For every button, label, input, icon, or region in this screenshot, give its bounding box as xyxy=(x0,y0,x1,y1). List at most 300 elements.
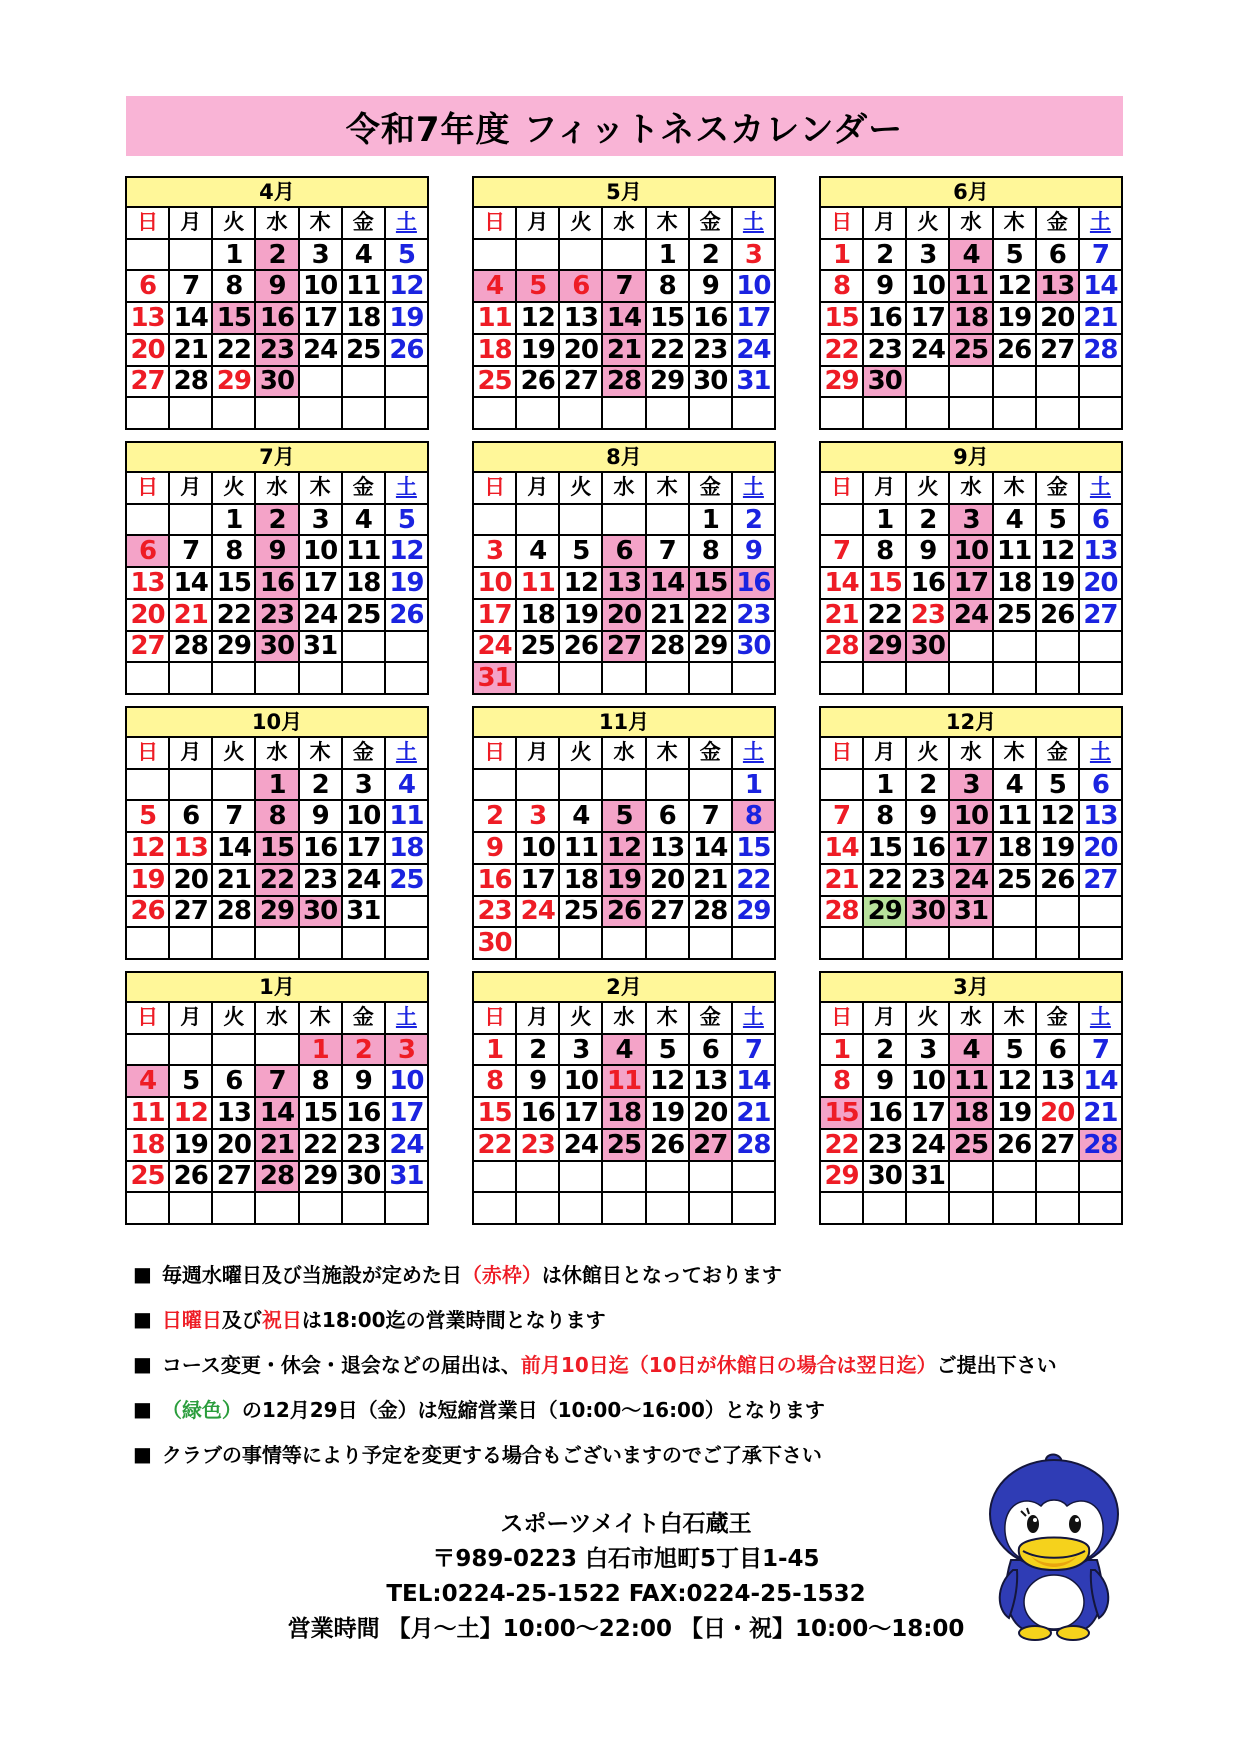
day-cell-closed: 17 xyxy=(950,833,991,863)
day-cell: 30 xyxy=(690,367,731,397)
month-header: 12月 xyxy=(821,708,1121,736)
note-text: の12月29日（金）は短縮営業日（10:00～16:00）となります xyxy=(241,1398,825,1422)
weekday-header-fri: 金 xyxy=(690,473,731,503)
weekday-header-tue: 火 xyxy=(213,208,254,238)
empty-day-cell xyxy=(690,398,731,428)
empty-day-cell xyxy=(474,505,515,535)
day-cell: 7 xyxy=(1080,1035,1121,1065)
day-cell: 1 xyxy=(690,505,731,535)
weekday-header-mon: 月 xyxy=(864,473,905,503)
note-bullet: ■ xyxy=(133,1306,152,1331)
day-cell: 21 xyxy=(170,600,211,630)
note-text-highlight: 前月10日迄（10日が休館日の場合は翌日迄） xyxy=(520,1353,937,1377)
month-header: 3月 xyxy=(821,973,1121,1001)
day-cell-closed: 17 xyxy=(950,568,991,598)
day-cell: 6 xyxy=(213,1066,254,1096)
day-cell-closed: 7 xyxy=(256,1066,297,1096)
day-cell: 17 xyxy=(560,1098,601,1128)
day-cell: 11 xyxy=(517,568,558,598)
month-header: 9月 xyxy=(821,443,1121,471)
empty-day-cell xyxy=(474,770,515,800)
day-cell-closed: 3 xyxy=(950,505,991,535)
facility-name: スポーツメイト白石蔵王 xyxy=(500,1511,752,1537)
day-cell: 3 xyxy=(343,770,384,800)
day-cell: 11 xyxy=(474,303,515,333)
day-cell: 16 xyxy=(474,865,515,895)
empty-day-cell xyxy=(1037,1162,1078,1192)
day-cell-closed: 24 xyxy=(950,600,991,630)
day-cell-closed: 9 xyxy=(256,271,297,301)
month-header: 6月 xyxy=(821,178,1121,206)
weekday-header-tue: 火 xyxy=(560,738,601,768)
empty-day-cell xyxy=(1037,632,1078,662)
day-cell: 29 xyxy=(647,367,688,397)
day-cell: 4 xyxy=(994,505,1035,535)
weekday-header-sat: 土 xyxy=(386,473,427,503)
weekday-header-wed: 水 xyxy=(603,208,644,238)
day-cell: 7 xyxy=(821,801,862,831)
day-cell: 17 xyxy=(300,568,341,598)
day-cell: 10 xyxy=(386,1066,427,1096)
day-cell: 26 xyxy=(1037,865,1078,895)
weekday-header-sat: 土 xyxy=(1080,473,1121,503)
day-cell-closed: 27 xyxy=(603,632,644,662)
weekday-header-wed: 水 xyxy=(950,738,991,768)
day-cell-closed: 18 xyxy=(603,1098,644,1128)
day-cell: 3 xyxy=(474,536,515,566)
day-cell: 7 xyxy=(821,536,862,566)
empty-day-cell xyxy=(170,1035,211,1065)
day-cell: 21 xyxy=(647,600,688,630)
day-cell-closed: 30 xyxy=(300,897,341,927)
weekday-header-wed: 水 xyxy=(950,208,991,238)
empty-day-cell xyxy=(474,240,515,270)
note-item xyxy=(133,1251,1133,1296)
day-cell: 9 xyxy=(690,271,731,301)
weekday-header-sat: 土 xyxy=(1080,208,1121,238)
day-cell: 19 xyxy=(386,568,427,598)
month-calendar-feb xyxy=(472,971,776,1225)
facility-address: 〒989-0223 白石市旭町5丁目1-45 xyxy=(432,1546,820,1572)
empty-day-cell xyxy=(474,398,515,428)
day-cell-closed: 31 xyxy=(474,663,515,693)
empty-day-cell xyxy=(560,770,601,800)
day-cell: 18 xyxy=(386,833,427,863)
weekday-header-thu: 木 xyxy=(994,473,1035,503)
day-cell-closed: 30 xyxy=(907,632,948,662)
weekday-header-sun: 日 xyxy=(474,738,515,768)
day-cell-closed: 19 xyxy=(603,865,644,895)
weekday-header-mon: 月 xyxy=(517,738,558,768)
day-cell: 17 xyxy=(517,865,558,895)
note-text: は休館日となっております xyxy=(541,1263,782,1287)
empty-day-cell xyxy=(343,398,384,428)
day-cell: 25 xyxy=(994,865,1035,895)
day-cell: 8 xyxy=(864,536,905,566)
day-cell: 2 xyxy=(474,801,515,831)
day-cell: 12 xyxy=(560,568,601,598)
day-cell-closed: 30 xyxy=(256,632,297,662)
empty-day-cell xyxy=(994,1162,1035,1192)
day-cell: 1 xyxy=(864,770,905,800)
day-cell: 9 xyxy=(907,536,948,566)
weekday-header-sun: 日 xyxy=(474,1003,515,1033)
day-cell: 31 xyxy=(907,1162,948,1192)
day-cell: 23 xyxy=(864,1130,905,1160)
day-cell: 16 xyxy=(907,833,948,863)
day-cell: 12 xyxy=(994,1066,1035,1096)
weekday-header-tue: 火 xyxy=(907,738,948,768)
day-cell-closed: 10 xyxy=(950,801,991,831)
day-cell-closed: 5 xyxy=(517,271,558,301)
weekday-header-mon: 月 xyxy=(517,1003,558,1033)
day-cell: 26 xyxy=(386,335,427,365)
empty-day-cell xyxy=(300,398,341,428)
empty-day-cell xyxy=(907,928,948,958)
empty-day-cell xyxy=(343,1193,384,1223)
day-cell: 22 xyxy=(864,865,905,895)
weekday-header-sat: 土 xyxy=(386,1003,427,1033)
empty-day-cell xyxy=(560,663,601,693)
day-cell: 5 xyxy=(386,505,427,535)
day-cell: 27 xyxy=(647,897,688,927)
weekday-header-sun: 日 xyxy=(821,473,862,503)
day-cell: 29 xyxy=(300,1162,341,1192)
weekday-header-thu: 木 xyxy=(647,208,688,238)
day-cell: 9 xyxy=(864,271,905,301)
empty-day-cell xyxy=(127,1193,168,1223)
day-cell: 21 xyxy=(821,600,862,630)
empty-day-cell xyxy=(647,1193,688,1223)
empty-day-cell xyxy=(647,928,688,958)
day-cell: 24 xyxy=(343,865,384,895)
day-cell: 13 xyxy=(690,1066,731,1096)
empty-day-cell xyxy=(127,770,168,800)
weekday-header-mon: 月 xyxy=(517,208,558,238)
day-cell: 13 xyxy=(127,568,168,598)
empty-day-cell xyxy=(1037,928,1078,958)
day-cell-closed: 16 xyxy=(256,303,297,333)
day-cell: 9 xyxy=(907,801,948,831)
day-cell-closed: 25 xyxy=(950,1130,991,1160)
day-cell: 1 xyxy=(647,240,688,270)
day-cell: 8 xyxy=(647,271,688,301)
empty-day-cell xyxy=(950,663,991,693)
empty-day-cell xyxy=(170,398,211,428)
mascot-penguin-image xyxy=(985,1452,1123,1642)
day-cell-closed: 12 xyxy=(603,833,644,863)
day-cell: 17 xyxy=(733,303,774,333)
empty-day-cell xyxy=(170,505,211,535)
day-cell: 9 xyxy=(300,801,341,831)
weekday-header-mon: 月 xyxy=(170,738,211,768)
empty-day-cell xyxy=(343,663,384,693)
note-bullet: ■ xyxy=(133,1396,152,1421)
day-cell: 16 xyxy=(864,303,905,333)
day-cell: 11 xyxy=(994,536,1035,566)
day-cell: 15 xyxy=(647,303,688,333)
penguin-beak xyxy=(1019,1538,1089,1571)
day-cell: 25 xyxy=(560,897,601,927)
note-text: は18:00迄の営業時間となります xyxy=(301,1308,606,1332)
empty-day-cell xyxy=(1037,367,1078,397)
day-cell-closed: 22 xyxy=(256,865,297,895)
empty-day-cell xyxy=(386,1193,427,1223)
day-cell: 7 xyxy=(733,1035,774,1065)
day-cell-closed: 11 xyxy=(950,271,991,301)
day-cell: 7 xyxy=(170,536,211,566)
day-cell: 13 xyxy=(1080,536,1121,566)
day-cell: 10 xyxy=(300,536,341,566)
day-cell: 10 xyxy=(907,271,948,301)
day-cell: 6 xyxy=(690,1035,731,1065)
empty-day-cell xyxy=(1080,632,1121,662)
day-cell: 14 xyxy=(1080,271,1121,301)
day-cell: 11 xyxy=(127,1098,168,1128)
day-cell: 6 xyxy=(1037,1035,1078,1065)
day-cell: 24 xyxy=(300,600,341,630)
day-cell: 2 xyxy=(907,505,948,535)
day-cell: 8 xyxy=(213,536,254,566)
facility-info xyxy=(226,1507,1026,1647)
month-header: 4月 xyxy=(127,178,427,206)
weekday-header-sat: 土 xyxy=(386,208,427,238)
day-cell: 25 xyxy=(127,1162,168,1192)
day-cell: 23 xyxy=(907,600,948,630)
empty-day-cell xyxy=(127,1035,168,1065)
month-calendar-apr xyxy=(125,176,429,430)
note-text-highlight: （赤枠） xyxy=(461,1263,542,1287)
weekday-header-fri: 金 xyxy=(1037,208,1078,238)
day-cell: 19 xyxy=(560,600,601,630)
weekday-header-wed: 水 xyxy=(950,1003,991,1033)
empty-day-cell xyxy=(950,632,991,662)
day-cell: 22 xyxy=(864,600,905,630)
day-cell: 16 xyxy=(343,1098,384,1128)
empty-day-cell xyxy=(821,505,862,535)
day-cell-closed: 2 xyxy=(343,1035,384,1065)
day-cell: 22 xyxy=(300,1130,341,1160)
empty-day-cell xyxy=(864,398,905,428)
day-cell-closed: 29 xyxy=(256,897,297,927)
day-cell: 29 xyxy=(213,367,254,397)
empty-day-cell xyxy=(647,770,688,800)
month-header: 8月 xyxy=(474,443,774,471)
weekday-header-sun: 日 xyxy=(127,473,168,503)
empty-day-cell xyxy=(690,928,731,958)
day-cell: 30 xyxy=(474,928,515,958)
empty-day-cell xyxy=(560,240,601,270)
day-cell: 27 xyxy=(170,897,211,927)
weekday-header-sun: 日 xyxy=(127,738,168,768)
weekday-header-tue: 火 xyxy=(213,738,254,768)
empty-day-cell xyxy=(343,367,384,397)
month-calendar-jan xyxy=(125,971,429,1225)
day-cell: 28 xyxy=(647,632,688,662)
day-cell: 22 xyxy=(213,335,254,365)
empty-day-cell xyxy=(256,928,297,958)
empty-day-cell xyxy=(560,928,601,958)
day-cell: 20 xyxy=(647,865,688,895)
empty-day-cell xyxy=(603,663,644,693)
day-cell: 18 xyxy=(994,568,1035,598)
weekday-header-sat: 土 xyxy=(1080,1003,1121,1033)
month-header: 7月 xyxy=(127,443,427,471)
day-cell: 12 xyxy=(127,833,168,863)
day-cell: 20 xyxy=(690,1098,731,1128)
weekday-header-tue: 火 xyxy=(560,473,601,503)
empty-day-cell xyxy=(1037,398,1078,428)
day-cell-closed: 25 xyxy=(950,335,991,365)
day-cell: 19 xyxy=(1037,568,1078,598)
day-cell: 20 xyxy=(560,335,601,365)
day-cell: 10 xyxy=(474,568,515,598)
day-cell: 11 xyxy=(560,833,601,863)
empty-day-cell xyxy=(127,240,168,270)
day-cell: 17 xyxy=(907,303,948,333)
day-cell-closed: 15 xyxy=(821,1098,862,1128)
day-cell-closed: 6 xyxy=(127,536,168,566)
day-cell: 17 xyxy=(343,833,384,863)
empty-day-cell xyxy=(256,663,297,693)
day-cell: 27 xyxy=(127,632,168,662)
day-cell: 6 xyxy=(127,271,168,301)
day-cell-closed: 30 xyxy=(256,367,297,397)
day-cell: 14 xyxy=(821,833,862,863)
day-cell: 10 xyxy=(733,271,774,301)
day-cell-closed: 18 xyxy=(950,1098,991,1128)
empty-day-cell xyxy=(994,1193,1035,1223)
day-cell: 26 xyxy=(517,367,558,397)
day-cell: 4 xyxy=(343,240,384,270)
day-cell-closed: 6 xyxy=(603,536,644,566)
note-item xyxy=(133,1431,1133,1476)
day-cell-short-hours: 29 xyxy=(864,897,905,927)
empty-day-cell xyxy=(603,770,644,800)
note-bullet: ■ xyxy=(133,1351,152,1376)
day-cell-closed: 16 xyxy=(733,568,774,598)
weekday-header-sun: 日 xyxy=(474,473,515,503)
empty-day-cell xyxy=(821,770,862,800)
day-cell: 6 xyxy=(1080,505,1121,535)
empty-day-cell xyxy=(603,1193,644,1223)
day-cell: 31 xyxy=(300,632,341,662)
empty-day-cell xyxy=(560,398,601,428)
day-cell-closed: 23 xyxy=(256,600,297,630)
day-cell: 2 xyxy=(690,240,731,270)
day-cell-closed: 11 xyxy=(950,1066,991,1096)
weekday-header-thu: 木 xyxy=(994,1003,1035,1033)
title-banner xyxy=(126,96,1123,156)
day-cell-closed: 31 xyxy=(950,897,991,927)
empty-day-cell xyxy=(300,1193,341,1223)
weekday-header-sat: 土 xyxy=(733,738,774,768)
day-cell: 2 xyxy=(907,770,948,800)
day-cell-closed: 30 xyxy=(864,367,905,397)
empty-day-cell xyxy=(733,1162,774,1192)
empty-day-cell xyxy=(733,398,774,428)
day-cell: 26 xyxy=(127,897,168,927)
day-cell: 18 xyxy=(343,303,384,333)
weekday-header-wed: 水 xyxy=(256,738,297,768)
weekday-header-sun: 日 xyxy=(127,208,168,238)
note-text-highlight: （緑色） xyxy=(161,1398,242,1422)
empty-day-cell xyxy=(560,1162,601,1192)
day-cell: 20 xyxy=(127,335,168,365)
day-cell: 10 xyxy=(300,271,341,301)
day-cell: 21 xyxy=(821,865,862,895)
weekday-header-fri: 金 xyxy=(343,473,384,503)
day-cell: 27 xyxy=(1037,335,1078,365)
weekday-header-fri: 金 xyxy=(690,1003,731,1033)
weekday-header-thu: 木 xyxy=(994,738,1035,768)
weekday-header-mon: 月 xyxy=(170,1003,211,1033)
empty-day-cell xyxy=(864,1193,905,1223)
empty-day-cell xyxy=(474,1162,515,1192)
day-cell: 19 xyxy=(170,1130,211,1160)
weekday-header-wed: 水 xyxy=(256,208,297,238)
day-cell: 28 xyxy=(1080,335,1121,365)
day-cell: 1 xyxy=(821,240,862,270)
day-cell-closed: 30 xyxy=(907,897,948,927)
day-cell: 12 xyxy=(647,1066,688,1096)
day-cell: 15 xyxy=(733,833,774,863)
day-cell: 30 xyxy=(864,1162,905,1192)
day-cell-closed: 8 xyxy=(256,801,297,831)
empty-day-cell xyxy=(603,928,644,958)
empty-day-cell xyxy=(603,505,644,535)
day-cell: 19 xyxy=(994,303,1035,333)
day-cell: 8 xyxy=(821,1066,862,1096)
day-cell: 24 xyxy=(474,632,515,662)
day-cell: 28 xyxy=(733,1130,774,1160)
weekday-header-fri: 金 xyxy=(343,1003,384,1033)
empty-day-cell xyxy=(690,1162,731,1192)
empty-day-cell xyxy=(733,928,774,958)
weekday-header-thu: 木 xyxy=(300,1003,341,1033)
day-cell: 26 xyxy=(1037,600,1078,630)
empty-day-cell xyxy=(821,398,862,428)
note-text: 毎週水曜日及び当施設が定めた日 xyxy=(161,1263,462,1287)
business-hours: 営業時間 【月～土】10:00～22:00 【日・祝】10:00～18:00 xyxy=(287,1616,965,1642)
weekday-header-thu: 木 xyxy=(647,1003,688,1033)
empty-day-cell xyxy=(1080,367,1121,397)
day-cell: 26 xyxy=(994,1130,1035,1160)
day-cell: 4 xyxy=(994,770,1035,800)
day-cell: 22 xyxy=(647,335,688,365)
day-cell: 29 xyxy=(733,897,774,927)
day-cell: 23 xyxy=(474,897,515,927)
weekday-header-sat: 土 xyxy=(733,473,774,503)
day-cell: 8 xyxy=(864,801,905,831)
day-cell: 14 xyxy=(1080,1066,1121,1096)
day-cell: 16 xyxy=(300,833,341,863)
day-cell: 7 xyxy=(1080,240,1121,270)
day-cell: 20 xyxy=(1080,833,1121,863)
day-cell-closed: 14 xyxy=(603,303,644,333)
day-cell: 22 xyxy=(474,1130,515,1160)
weekday-header-wed: 水 xyxy=(603,1003,644,1033)
empty-day-cell xyxy=(1037,897,1078,927)
day-cell: 13 xyxy=(1080,801,1121,831)
day-cell: 8 xyxy=(821,271,862,301)
empty-day-cell xyxy=(1080,1162,1121,1192)
day-cell: 7 xyxy=(647,536,688,566)
day-cell: 12 xyxy=(170,1098,211,1128)
day-cell: 23 xyxy=(907,865,948,895)
day-cell: 5 xyxy=(127,801,168,831)
weekday-header-fri: 金 xyxy=(1037,738,1078,768)
